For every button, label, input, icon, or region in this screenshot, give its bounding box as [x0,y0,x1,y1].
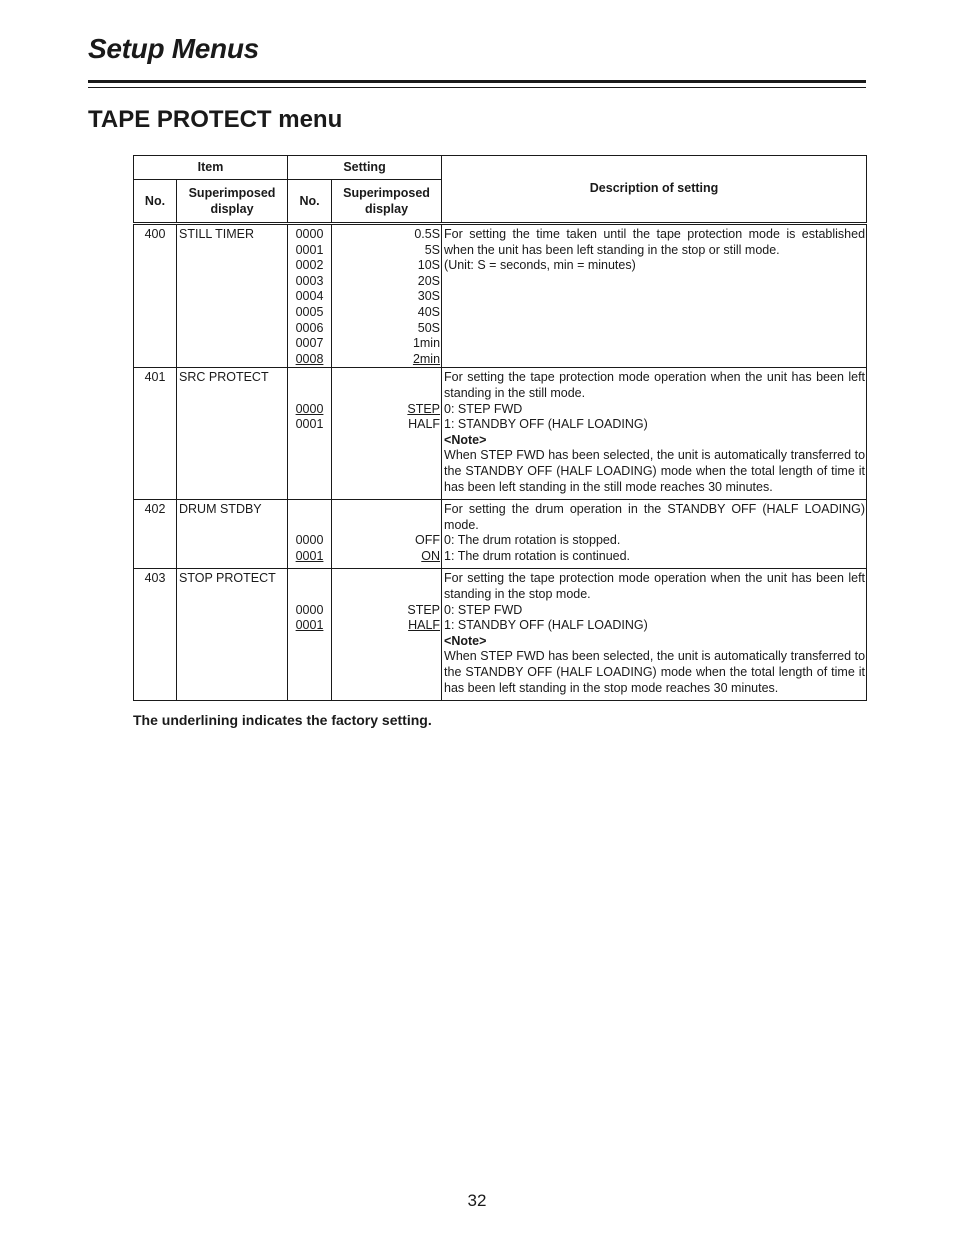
setting-code-value: 0001 [295,618,324,633]
setting-display-value: 1min [412,336,441,351]
spacer [332,587,440,603]
setting-code [288,289,331,305]
spacer [332,502,440,518]
description-line: 1: STANDBY OFF (HALF LOADING) [444,417,648,432]
setting-display [332,243,440,259]
setting-display-value: 50S [417,320,441,335]
table-row [134,224,867,368]
tape-protect-menu-table [133,155,867,701]
description-line: 0: STEP FWD [444,401,523,416]
setting-code [288,618,331,634]
spacer [288,370,331,386]
setting-display-value: 0.5S [414,227,441,241]
setting-display [332,274,440,290]
note-label: <Note> [444,432,487,447]
setting-group-header: Setting [288,156,442,180]
setting-display-value: 10S [417,258,441,273]
setting-codes [288,500,332,569]
setting-display [332,321,440,337]
note-text: When STEP FWD has been selected, the unit is automatically transferred to the STANDBY OFF (HALF LOADING) mode when the total length of time it has been left standing in the stop mode reaches 30 minutes. [444,649,866,695]
chapter-title: Setup Menus [88,33,259,64]
item-display-name: STOP PROTECT [177,569,288,701]
item-display-name: DRUM STDBY [177,500,288,569]
setting-display-value: STEP [407,401,441,416]
spacer [332,370,440,386]
setting-display [332,603,440,619]
description-intro: For setting the tape protection mode operation when the unit has been left standing in the stop mode. [444,571,866,602]
description-intro: For setting the tape protection mode operation when the unit has been left standing in the still mode. [444,370,866,400]
spacer [332,386,440,402]
description-line: (Unit: S = seconds, min = minutes) [444,258,636,273]
setting-display-value: ON [421,548,441,563]
table-row [134,569,867,701]
setting-code-value: 0007 [295,336,324,351]
setting-code-value: 0004 [295,289,324,304]
setting-display-value: 40S [417,304,441,319]
description-line: 0: STEP FWD [444,602,523,617]
note-text: When STEP FWD has been selected, the unit is automatically transferred to the STANDBY OFF (HALF LOADING) mode when the total length of time it has been left standing in the still mode reaches 30 minutes. [444,448,866,494]
setting-display [332,417,440,433]
setting-description [442,569,867,701]
setting-displays [332,569,442,701]
setting-display-value: 30S [417,289,441,304]
setting-displays [332,500,442,569]
setting-display [332,258,440,274]
setting-code-value: 0008 [295,351,324,366]
table-row [134,368,867,500]
setting-code-value: 0002 [295,258,324,273]
setting-code [288,603,331,619]
setting-description [442,368,867,500]
item-group-header: Item [134,156,288,180]
header-rule-thick [88,80,866,83]
setting-displays [332,368,442,500]
setting-code [288,227,331,243]
setting-code [288,274,331,290]
setting-display [332,352,440,368]
setting-code [288,549,331,565]
setting-description [442,224,867,368]
setting-display-value: 2min [412,351,441,366]
item-number: 402 [134,500,177,569]
item-display-name: STILL TIMER [177,224,288,368]
spacer [288,386,331,402]
setting-display [332,289,440,305]
spacer [288,587,331,603]
item-display-column-header: Superimposed display [177,180,288,224]
spacer [332,571,440,587]
setting-code [288,321,331,337]
setting-code-value: 0001 [295,417,324,432]
setting-code [288,258,331,274]
description-line: 1: The drum rotation is continued. [444,548,631,563]
setting-code [288,243,331,259]
setting-display [332,402,440,418]
description-line: 0: The drum rotation is stopped. [444,533,621,548]
setting-display [332,618,440,634]
setting-display-column-header: Superimposed display [332,180,442,224]
item-number: 403 [134,569,177,701]
setting-codes [288,368,332,500]
setting-code-value: 0000 [295,602,324,617]
item-number: 400 [134,224,177,368]
setting-code-value: 0000 [295,227,324,241]
setting-code-value: 0001 [295,548,324,563]
setting-code [288,402,331,418]
spacer [288,571,331,587]
setting-display [332,336,440,352]
item-display-name: SRC PROTECT [177,368,288,500]
setting-codes [288,569,332,701]
spacer [288,502,331,518]
item-number: 401 [134,368,177,500]
setting-display [332,533,440,549]
factory-setting-footnote: The underlining indicates the factory setting. [133,712,432,728]
setting-code-value: 0000 [295,401,324,416]
setting-display-value: OFF [415,533,441,548]
setting-display-value: HALF [408,417,441,432]
setting-code-value: 0005 [295,304,324,319]
setting-displays [332,224,442,368]
setting-code-value: 0000 [295,533,324,548]
table-row [134,500,867,569]
setting-code [288,417,331,433]
setting-no-column-header: No. [288,180,332,224]
setting-code-value: 0006 [295,320,324,335]
setting-display-value: 20S [417,273,441,288]
setting-code [288,352,331,368]
spacer [288,518,331,534]
setting-display-value: STEP [407,602,441,617]
setting-code [288,336,331,352]
description-intro: For setting the time taken until the tape protection mode is established when the unit has been left standing in the stop or still mode. [444,227,866,257]
setting-code-value: 0001 [295,242,324,257]
setting-code [288,305,331,321]
note-label: <Note> [444,633,487,648]
setting-display [332,305,440,321]
setting-display [332,549,440,565]
item-no-column-header: No. [134,180,177,224]
page-number: 32 [467,1191,487,1210]
setting-code [288,533,331,549]
description-column-header: Description of setting [442,156,867,224]
setting-display-value: 5S [424,242,441,257]
setting-display [332,227,440,243]
setting-description [442,500,867,569]
description-intro: For setting the drum operation in the STANDBY OFF (HALF LOADING) mode. [444,502,866,532]
spacer [332,518,440,534]
setting-code-value: 0003 [295,273,324,288]
header-rule-thin [88,87,866,88]
description-line: 1: STANDBY OFF (HALF LOADING) [444,618,648,633]
section-title: TAPE PROTECT menu [88,106,343,133]
setting-display-value: HALF [408,618,441,633]
menu-table-body [134,224,867,701]
setting-codes [288,224,332,368]
